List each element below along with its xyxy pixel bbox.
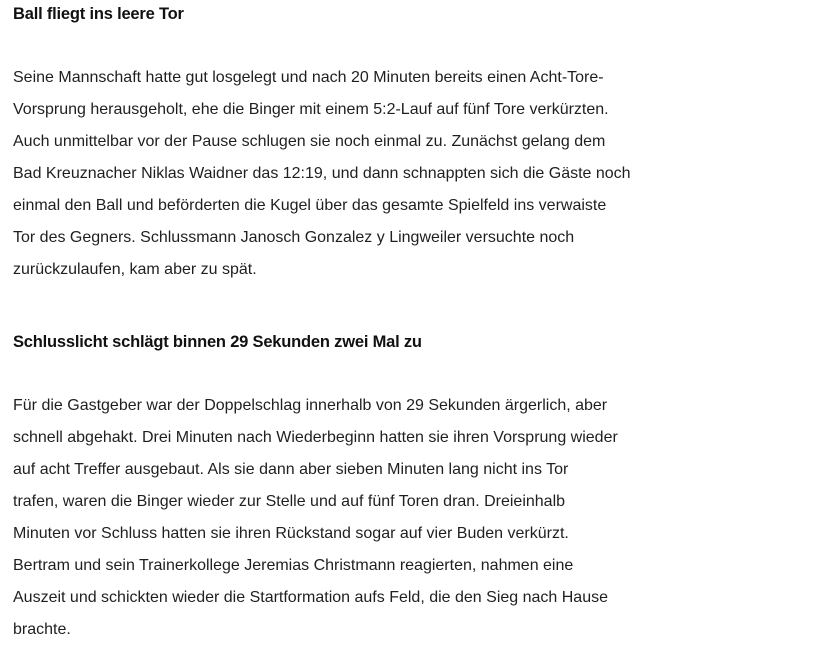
- paragraph: [13, 62, 631, 286]
- paragraph-line: Minuten vor Schluss hatten sie ihren Rückstand sogar auf vier Buden verkürzt.: [13, 525, 569, 542]
- section-heading: Ball fliegt ins leere Tor: [13, 5, 184, 23]
- paragraph-line: trafen, waren die Binger wieder zur Stelle und auf fünf Toren dran. Dreieinhalb: [13, 493, 566, 510]
- paragraph: [13, 390, 618, 646]
- paragraph-line: schnell abgehakt. Drei Minuten nach Wiederbeginn hatten sie ihren Vorsprung wieder: [13, 429, 618, 446]
- paragraph-line: Vorsprung herausgeholt, ehe die Binger mit einem 5:2-Lauf auf fünf Tore verkürzten.: [13, 101, 609, 118]
- paragraph-line: Auszeit und schickten wieder die Startformation aufs Feld, die den Sieg nach Hause: [13, 589, 608, 606]
- paragraph-line: Für die Gastgeber war der Doppelschlag innerhalb von 29 Sekunden ärgerlich, aber: [13, 397, 608, 414]
- paragraph-line: Bad Kreuznacher Niklas Waidner das 12:19, und dann schnappten sich die Gäste noch: [13, 165, 631, 182]
- paragraph-line: auf acht Treffer ausgebaut. Als sie dann aber sieben Minuten lang nicht ins Tor: [13, 461, 569, 478]
- paragraph-line: brachte.: [13, 621, 71, 638]
- paragraph-line: Auch unmittelbar vor der Pause schlugen sie noch einmal zu. Zunächst gelang dem: [13, 133, 606, 150]
- paragraph-line: Seine Mannschaft hatte gut losgelegt und nach 20 Minuten bereits einen Acht-Tore-: [13, 69, 604, 86]
- paragraph-line: Tor des Gegners. Schlussmann Janosch Gonzalez y Lingweiler versuchte noch: [13, 229, 575, 246]
- paragraph-line: zurückzulaufen, kam aber zu spät.: [13, 261, 257, 278]
- paragraph-line: Bertram und sein Trainerkollege Jeremias Christmann reagierten, nahmen eine: [13, 557, 574, 574]
- section-heading: Schlusslicht schlägt binnen 29 Sekunden zwei Mal zu: [13, 333, 422, 351]
- paragraph-line: einmal den Ball und beförderten die Kugel über das gesamte Spielfeld ins verwaiste: [13, 197, 607, 214]
